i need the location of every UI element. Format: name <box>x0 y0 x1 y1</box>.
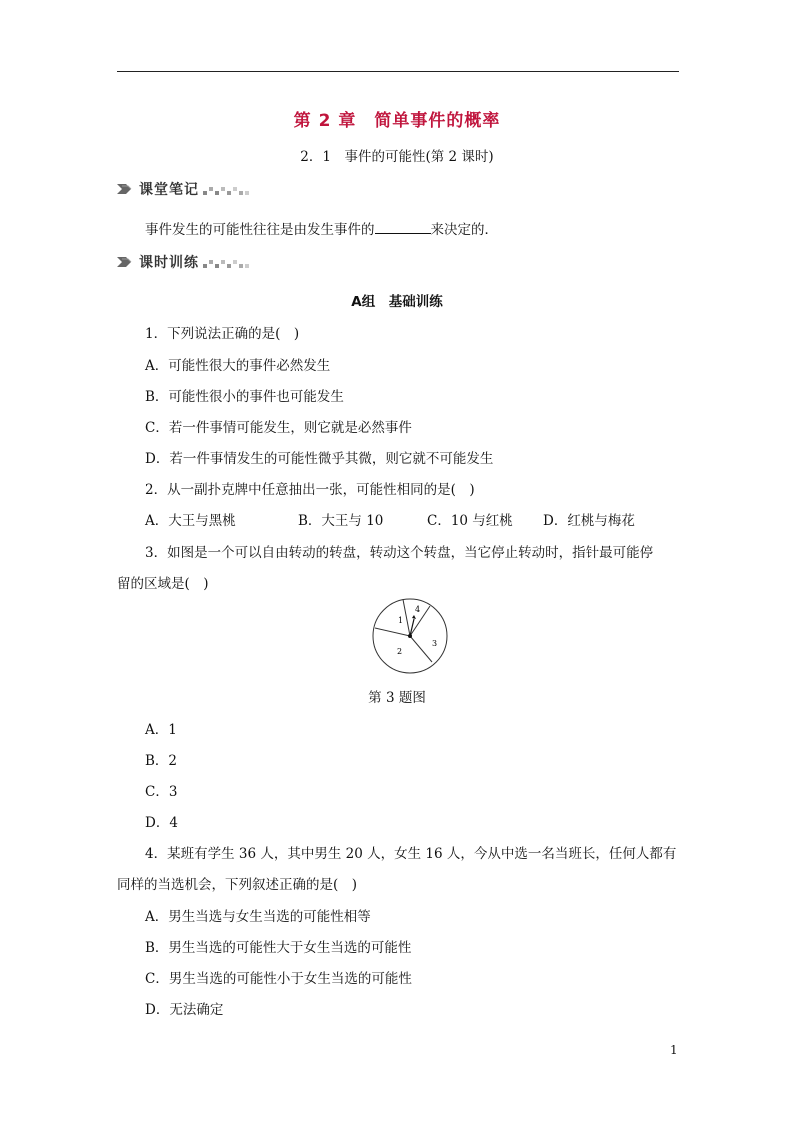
chevron-arrow-icon <box>117 182 135 196</box>
sector-label-2: 2 <box>397 647 403 656</box>
q3-option-b[interactable]: B．2 <box>145 753 178 769</box>
dotted-pattern-icon <box>203 255 263 269</box>
question-3-stem-line2: 留的区域是( ) <box>117 576 209 592</box>
spinner-figure <box>372 598 452 678</box>
q3-option-c[interactable]: C．3 <box>145 784 178 800</box>
question-3-stem-line1: 3．如图是一个可以自由转动的转盘，转动这个转盘，当它停止转动时，指针最可能停 <box>145 545 654 561</box>
q2-option-c[interactable]: C．10 与红桃 <box>427 513 513 529</box>
header-rule <box>117 71 679 72</box>
group-title: A组 基础训练 <box>351 294 443 310</box>
chapter-title: 第 2 章 简单事件的概率 <box>293 111 501 131</box>
section-title: 2．1 事件的可能性(第 2 课时) <box>300 149 494 165</box>
banner-class-notes <box>117 179 263 199</box>
q4-option-c[interactable]: C．男生当选的可能性小于女生当选的可能性 <box>145 971 412 987</box>
sector-label-1: 1 <box>398 616 404 625</box>
q2-option-b[interactable]: B．大王与 10 <box>298 513 384 529</box>
figure-caption: 第 3 题图 <box>368 690 426 706</box>
q4-option-a[interactable]: A．男生当选与女生当选的可能性相等 <box>145 909 371 925</box>
fill-blank[interactable] <box>375 221 431 234</box>
q1-option-b[interactable]: B．可能性很小的事件也可能发生 <box>145 389 344 405</box>
q2-option-d[interactable]: D．红桃与梅花 <box>543 513 635 529</box>
page-number: 1 <box>670 1043 678 1057</box>
chevron-arrow-icon <box>117 255 135 269</box>
q3-option-d[interactable]: D．4 <box>145 815 178 831</box>
question-4-stem-line2: 同样的当选机会，下列叙述正确的是( ) <box>117 877 358 893</box>
q2-option-a[interactable]: A．大王与黑桃 <box>145 513 236 529</box>
notes-text-after: 来决定的． <box>430 222 498 238</box>
q3-option-a[interactable]: A．1 <box>145 722 177 738</box>
question-1-stem: 1．下列说法正确的是( ) <box>145 326 300 342</box>
dotted-pattern-icon <box>203 182 263 196</box>
q1-option-c[interactable]: C．若一件事情可能发生，则它就是必然事件 <box>145 420 412 436</box>
notes-text-before: 事件发生的可能性往往是由发生事件的 <box>145 222 375 238</box>
q4-option-b[interactable]: B．男生当选的可能性大于女生当选的可能性 <box>145 940 412 956</box>
spinner-pivot <box>408 634 412 638</box>
q1-option-a[interactable]: A．可能性很大的事件必然发生 <box>145 358 331 374</box>
question-2-stem: 2．从一副扑克牌中任意抽出一张，可能性相同的是( ) <box>145 482 475 498</box>
sector-label-4: 4 <box>415 605 421 614</box>
q1-option-d[interactable]: D．若一件事情发生的可能性微乎其微，则它就不可能发生 <box>145 451 494 467</box>
sector-label-3: 3 <box>432 639 438 648</box>
banner-lesson-training <box>117 252 263 272</box>
question-4-stem-line1: 4．某班有学生 36 人，其中男生 20 人，女生 16 人，今从中选一名当班长，任何人都有 <box>145 846 677 862</box>
banner-label: 课堂笔记 <box>139 182 199 198</box>
banner-label: 课时训练 <box>139 255 199 271</box>
q4-option-d[interactable]: D．无法确定 <box>145 1002 224 1018</box>
notes-sentence <box>145 218 498 238</box>
